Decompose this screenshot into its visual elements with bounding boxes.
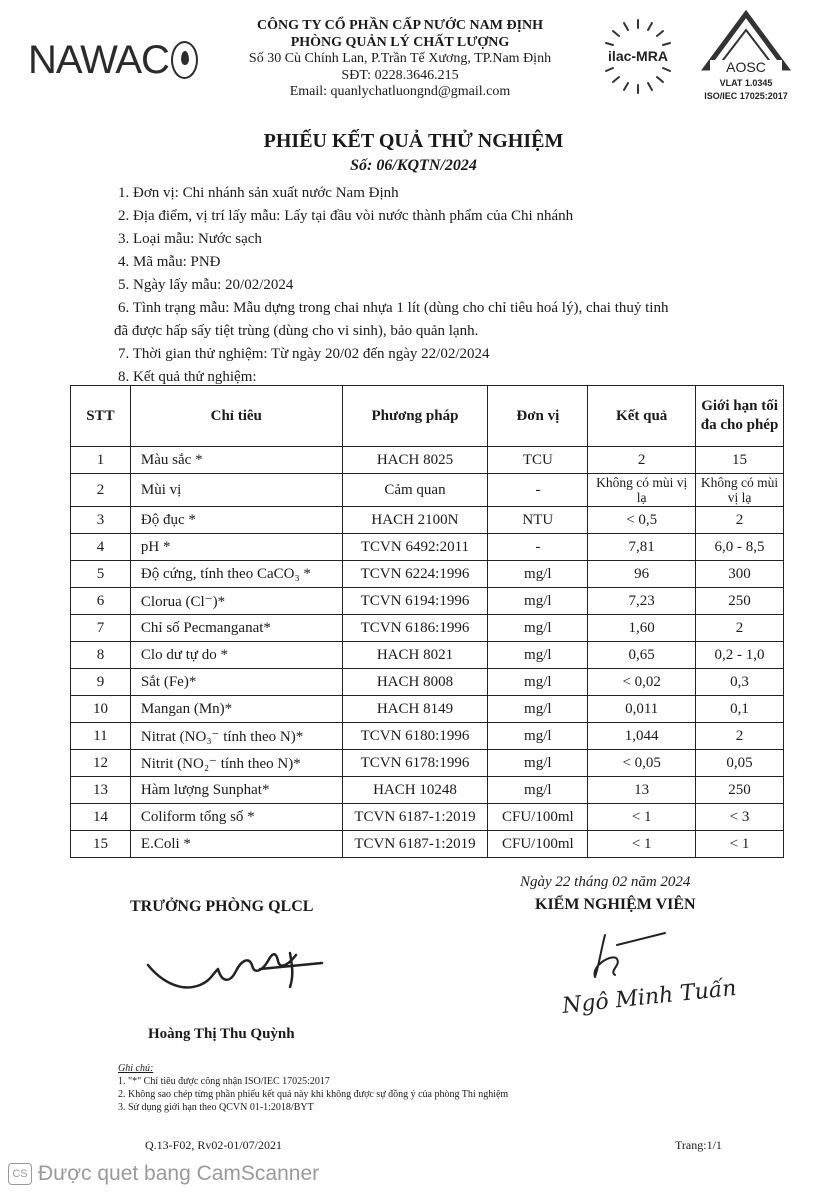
cell-stt: 4 <box>71 534 131 561</box>
cell-limit: 0,2 - 1,0 <box>696 642 784 669</box>
cell-result: < 0,5 <box>588 507 696 534</box>
aosc-name: AOSC <box>726 59 766 75</box>
inspector-handwritten-name: Ngô Minh Tuấn <box>561 975 738 1019</box>
cell-unit: mg/l <box>488 669 588 696</box>
cell-limit: 0,3 <box>696 669 784 696</box>
cell-limit: 2 <box>696 507 784 534</box>
notes-section <box>118 1062 508 1114</box>
cell-unit: mg/l <box>488 777 588 804</box>
cell-name: Độ cứng, tính theo CaCO₃ * <box>130 561 342 588</box>
header-chi-tieu: Chỉ tiêu <box>130 386 342 447</box>
company-logo <box>28 30 198 90</box>
table-row <box>71 831 784 858</box>
cell-stt: 8 <box>71 642 131 669</box>
camscanner-icon: CS <box>8 1163 32 1185</box>
cell-stt: 11 <box>71 723 131 750</box>
company-address: Số 30 Cù Chính Lan, P.Trần Tế Xương, TP.Nam Định <box>248 51 552 66</box>
department-name: PHÒNG QUẢN LÝ CHẤT LƯỢNG <box>290 34 510 50</box>
signature-date: Ngày 22 tháng 02 năm 2024 <box>520 874 691 890</box>
company-email: Email: quanlychatluongnd@gmail.com <box>289 84 511 99</box>
cell-result: 7,23 <box>588 588 696 615</box>
cell-unit: mg/l <box>488 696 588 723</box>
table-row <box>71 723 784 750</box>
cell-method: HACH 8021 <box>342 642 488 669</box>
info-sample-date: 5. Ngày lấy mẫu: 20/02/2024 <box>118 277 294 293</box>
cell-name: Sắt (Fe)* <box>130 669 342 696</box>
notes-heading: Ghi chú: <box>118 1063 154 1074</box>
cell-name: Mùi vị <box>130 474 342 507</box>
cell-stt: 2 <box>71 474 131 507</box>
results-table <box>70 385 784 858</box>
info-test-period: 7. Thời gian thử nghiệm: Từ ngày 20/02 đến ngày 22/02/2024 <box>118 346 490 362</box>
info-sample-condition-cont: đã được hấp sấy tiệt trùng (dùng cho vi sinh), bảo quản lạnh. <box>114 323 479 339</box>
cell-unit: - <box>488 534 588 561</box>
table-row <box>71 507 784 534</box>
info-sample-condition: 6. Tình trạng mẫu: Mẫu dựng trong chai nhựa 1 lít (dùng cho chỉ tiêu hoá lý), chai thuỷ tinh <box>118 300 669 316</box>
cell-method: HACH 8025 <box>342 447 488 474</box>
head-signature-icon <box>140 935 330 1005</box>
table-row <box>71 777 784 804</box>
sample-info <box>114 182 798 389</box>
camscanner-watermark <box>8 1162 319 1186</box>
cell-result: < 1 <box>588 804 696 831</box>
cell-unit: mg/l <box>488 615 588 642</box>
table-row <box>71 561 784 588</box>
cell-limit: < 3 <box>696 804 784 831</box>
cell-stt: 6 <box>71 588 131 615</box>
inspector-title: KIỂM NGHIỆM VIÊN <box>535 896 696 913</box>
cell-limit: 300 <box>696 561 784 588</box>
cell-limit: Không có mùi vị lạ <box>696 474 784 507</box>
info-location: 2. Địa điểm, vị trí lấy mẫu: Lấy tại đầu vòi nước thành phẩm của Chi nhánh <box>118 208 574 224</box>
info-unit: 1. Đơn vị: Chi nhánh sản xuất nước Nam Định <box>118 185 399 201</box>
cell-unit: mg/l <box>488 561 588 588</box>
cell-name: Màu sắc * <box>130 447 342 474</box>
camscanner-text: Được quet bang CamScanner <box>38 1162 320 1185</box>
cell-name: pH * <box>130 534 342 561</box>
cell-name: Mangan (Mn)* <box>130 696 342 723</box>
cell-result: 0,011 <box>588 696 696 723</box>
table-row <box>71 588 784 615</box>
table-row <box>71 474 784 507</box>
cell-unit: - <box>488 474 588 507</box>
aosc-code: VLAT 1.0345 <box>719 78 773 88</box>
cell-stt: 13 <box>71 777 131 804</box>
table-row <box>71 615 784 642</box>
cell-name: E.Coli * <box>130 831 342 858</box>
table-row <box>71 750 784 777</box>
cell-name: Chỉ số Pecmanganat* <box>130 615 342 642</box>
cell-stt: 15 <box>71 831 131 858</box>
cell-limit: 250 <box>696 777 784 804</box>
cell-result: < 0,05 <box>588 750 696 777</box>
table-row <box>71 669 784 696</box>
note-1: 1. "*" Chỉ tiêu được công nhận ISO/IEC 17025:2017 <box>118 1076 330 1087</box>
cell-stt: 9 <box>71 669 131 696</box>
cell-result: 96 <box>588 561 696 588</box>
cell-stt: 10 <box>71 696 131 723</box>
cell-method: TCVN 6180:1996 <box>342 723 488 750</box>
cell-name: Nitrat (NO₃⁻ tính theo N)* <box>130 723 342 750</box>
note-3: 3. Sử dụng giới hạn theo QCVN 01-1:2018/BYT <box>118 1102 314 1113</box>
table-row <box>71 534 784 561</box>
company-info <box>200 18 600 101</box>
cell-name: Clorua (Cl⁻)* <box>130 588 342 615</box>
cell-limit: 2 <box>696 615 784 642</box>
cell-limit: 0,05 <box>696 750 784 777</box>
head-of-department-name: Hoàng Thị Thu Quỳnh <box>148 1026 295 1042</box>
header-gioi-han: Giới hạn tối đa cho phép <box>696 386 784 447</box>
info-sample-type: 3. Loại mẫu: Nước sạch <box>118 231 262 247</box>
cell-result: 0,65 <box>588 642 696 669</box>
cell-method: TCVN 6187-1:2019 <box>342 831 488 858</box>
logo-text: NAWAC <box>28 37 169 82</box>
cell-result: 1,60 <box>588 615 696 642</box>
table-row <box>71 696 784 723</box>
ilac-text: ilac-MRA <box>608 48 668 64</box>
header-don-vi: Đơn vị <box>488 386 588 447</box>
cell-unit: mg/l <box>488 642 588 669</box>
cell-name: Coliform tổng số * <box>130 804 342 831</box>
document-title: PHIẾU KẾT QUẢ THỬ NGHIỆM <box>263 130 564 152</box>
cell-method: HACH 8149 <box>342 696 488 723</box>
cell-name: Nitrit (NO₂⁻ tính theo N)* <box>130 750 342 777</box>
cell-unit: mg/l <box>488 723 588 750</box>
cell-method: HACH 8008 <box>342 669 488 696</box>
head-of-department-title: TRƯỞNG PHÒNG QLCL <box>130 898 314 915</box>
cell-stt: 5 <box>71 561 131 588</box>
table-row <box>71 642 784 669</box>
cell-limit: 6,0 - 8,5 <box>696 534 784 561</box>
cell-method: TCVN 6492:2011 <box>342 534 488 561</box>
cell-unit: CFU/100ml <box>488 804 588 831</box>
cell-result: 13 <box>588 777 696 804</box>
aosc-iso: ISO/IEC 17025:2017 <box>704 91 788 101</box>
cell-result: < 0,02 <box>588 669 696 696</box>
cell-stt: 1 <box>71 447 131 474</box>
info-sample-code: 4. Mã mẫu: PNĐ <box>118 254 221 270</box>
cell-method: TCVN 6187-1:2019 <box>342 804 488 831</box>
cell-method: TCVN 6194:1996 <box>342 588 488 615</box>
cell-limit: 250 <box>696 588 784 615</box>
ilac-mra-logo-icon <box>596 14 680 98</box>
cell-method: TCVN 6178:1996 <box>342 750 488 777</box>
cell-limit: < 1 <box>696 831 784 858</box>
cell-stt: 7 <box>71 615 131 642</box>
cell-unit: mg/l <box>488 750 588 777</box>
cell-method: TCVN 6186:1996 <box>342 615 488 642</box>
cell-unit: CFU/100ml <box>488 831 588 858</box>
cell-result: 7,81 <box>588 534 696 561</box>
cell-method: HACH 2100N <box>342 507 488 534</box>
cell-unit: TCU <box>488 447 588 474</box>
cell-limit: 15 <box>696 447 784 474</box>
cell-method: HACH 10248 <box>342 777 488 804</box>
header-stt: STT <box>71 386 131 447</box>
cell-result: 2 <box>588 447 696 474</box>
cell-name: Clo dư tự do * <box>130 642 342 669</box>
cell-stt: 12 <box>71 750 131 777</box>
cell-result: Không có mùi vị lạ <box>588 474 696 507</box>
aosc-accreditation-logo <box>690 10 802 106</box>
header-phuong-phap: Phương pháp <box>342 386 488 447</box>
water-drop-icon <box>171 41 198 79</box>
table-header-row <box>71 386 784 447</box>
cell-unit: NTU <box>488 507 588 534</box>
table-row <box>71 447 784 474</box>
inspector-signature-icon <box>555 925 755 1035</box>
cell-name: Độ đục * <box>130 507 342 534</box>
company-name: CÔNG TY CỔ PHẦN CẤP NƯỚC NAM ĐỊNH <box>256 18 544 33</box>
cell-stt: 14 <box>71 804 131 831</box>
page-number: Trang:1/1 <box>675 1138 722 1152</box>
document-number: Số: 06/KQTN/2024 <box>350 157 477 174</box>
form-code: Q.13-F02, Rv02-01/07/2021 <box>145 1138 283 1152</box>
cell-limit: 0,1 <box>696 696 784 723</box>
cell-unit: mg/l <box>488 588 588 615</box>
cell-result: < 1 <box>588 831 696 858</box>
info-results-heading: 8. Kết quả thử nghiệm: <box>118 369 257 385</box>
cell-result: 1,044 <box>588 723 696 750</box>
cell-name: Hàm lượng Sunphat* <box>130 777 342 804</box>
cell-method: Cảm quan <box>342 474 488 507</box>
cell-method: TCVN 6224:1996 <box>342 561 488 588</box>
company-phone: SĐT: 0228.3646.215 <box>341 67 459 83</box>
table-row <box>71 804 784 831</box>
cell-limit: 2 <box>696 723 784 750</box>
header-ket-qua: Kết quả <box>588 386 696 447</box>
cell-stt: 3 <box>71 507 131 534</box>
note-2: 2. Không sao chép từng phần phiếu kết quả này khi không được sự đồng ý của phòng Thí nghiệm <box>118 1089 509 1100</box>
